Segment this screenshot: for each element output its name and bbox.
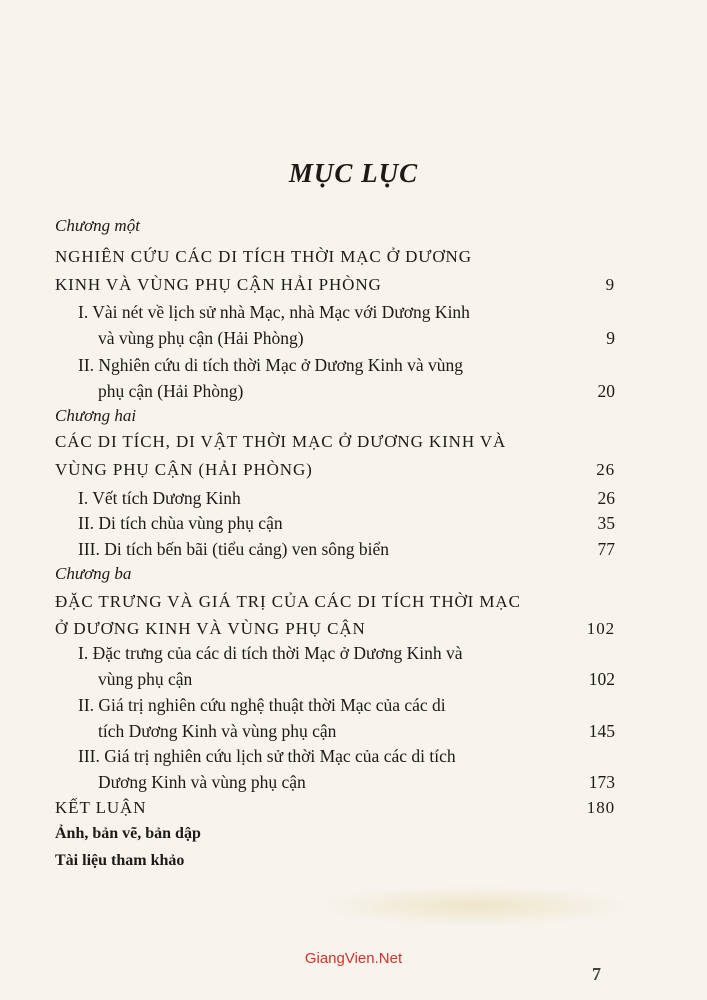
page-ref: 77: [597, 539, 615, 559]
page-ref: 102: [586, 619, 615, 638]
page-number: 7: [592, 964, 601, 984]
page-ref: 26: [597, 488, 615, 508]
page-title: MỤC LỤC: [288, 158, 419, 188]
page-ref: 102: [588, 669, 615, 689]
page-ref: 145: [588, 721, 615, 741]
page-ref: 180: [586, 798, 615, 817]
page-ref: 35: [597, 513, 615, 533]
page-ref: 9: [605, 275, 615, 294]
page-ref: 173: [588, 772, 615, 792]
watermark: GiangVien.Net: [304, 950, 403, 967]
page-ref: 9: [606, 328, 615, 348]
paper-stain: [315, 885, 635, 927]
page-ref: 20: [597, 381, 615, 401]
page-ref: 26: [596, 460, 615, 479]
